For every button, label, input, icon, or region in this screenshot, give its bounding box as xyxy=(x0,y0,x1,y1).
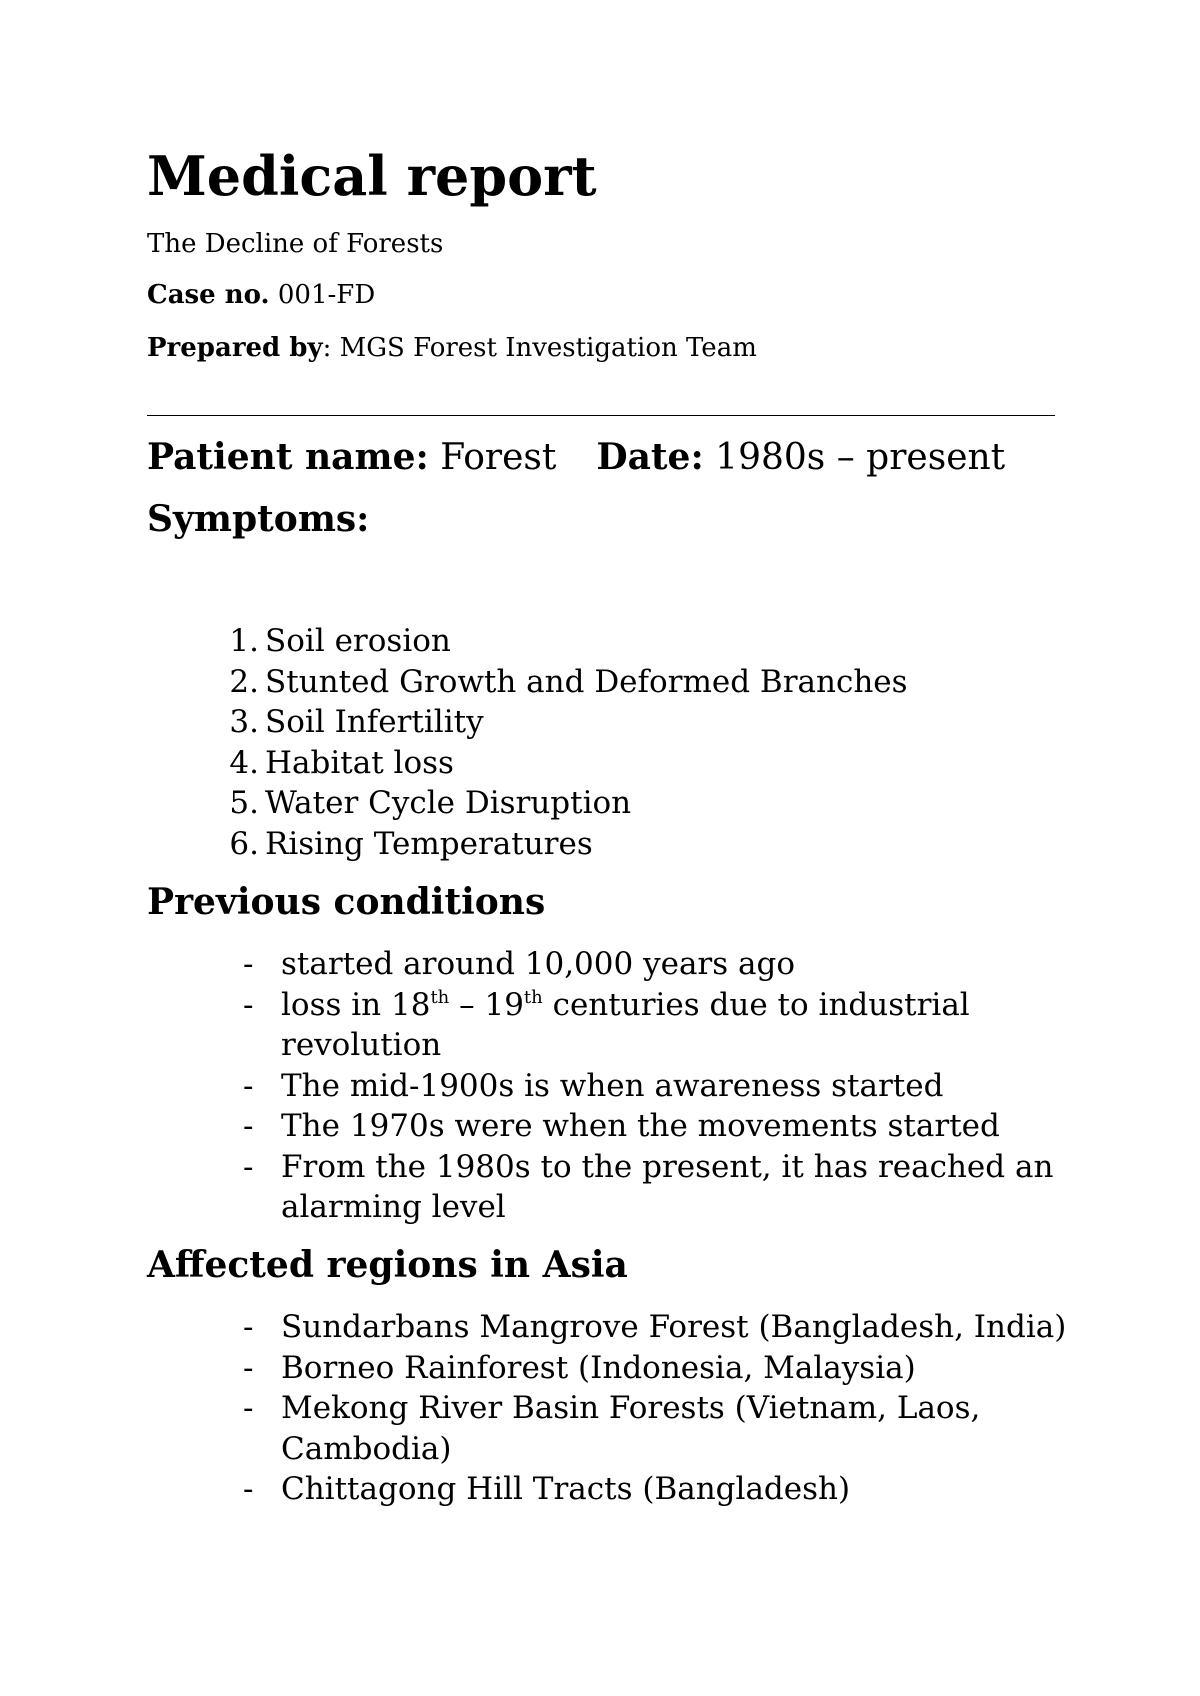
list-item xyxy=(147,1388,1071,1469)
list-item-text: Sundarbans Mangrove Forest (Bangladesh, India) xyxy=(281,1309,1067,1345)
list-item-text: From the 1980s to the present, it has reached an alarming level xyxy=(281,1148,1054,1225)
case-number-label: Case no. xyxy=(147,280,270,310)
dash-bullet: - xyxy=(243,1067,254,1104)
dash-bullet: - xyxy=(243,1471,254,1507)
prepared-by-line xyxy=(147,333,757,364)
previous-conditions-list xyxy=(147,944,1071,1228)
list-item-text: Mekong River Basin Forests (Vietnam, Laos, Cambodia) xyxy=(281,1390,981,1467)
affected-regions-heading: Affected regions in Asia xyxy=(147,1244,628,1286)
list-number: 2. xyxy=(229,663,259,700)
document-title: Medical report xyxy=(147,144,597,208)
dash-bullet: - xyxy=(243,1108,254,1144)
dash-bullet: - xyxy=(243,946,254,982)
list-item xyxy=(147,824,908,865)
list-item-text: Water Cycle Disruption xyxy=(265,785,632,821)
list-item-text: The mid-1900s is when awareness started xyxy=(281,1067,944,1104)
list-item-text xyxy=(281,987,970,1064)
dash-bullet: - xyxy=(243,986,254,1023)
list-item-text: The 1970s were when the movements started xyxy=(281,1108,1000,1144)
list-item xyxy=(147,621,908,662)
case-number-value: 001-FD xyxy=(269,280,376,310)
list-number: 5. xyxy=(229,785,259,821)
list-item xyxy=(147,1307,1071,1348)
list-item xyxy=(147,783,908,824)
list-item-text: Soil Infertility xyxy=(265,704,484,740)
list-item xyxy=(147,1348,1071,1389)
case-number-line xyxy=(147,280,375,311)
horizontal-divider xyxy=(147,415,1055,416)
list-item xyxy=(147,662,908,703)
text-part: centuries due to industrial revolution xyxy=(281,986,970,1063)
list-item xyxy=(147,944,1071,985)
previous-conditions-heading: Previous conditions xyxy=(147,881,546,923)
prepared-by-label: Prepared by xyxy=(147,333,323,363)
list-item-text: Soil erosion xyxy=(265,623,451,659)
list-item xyxy=(147,1469,1071,1510)
prepared-by-value: : MGS Forest Investigation Team xyxy=(322,333,757,363)
symptoms-heading: Symptoms: xyxy=(147,498,370,540)
text-part: loss in 18 xyxy=(281,986,431,1023)
dash-bullet: - xyxy=(243,1390,254,1426)
patient-name-label: Patient name: xyxy=(147,436,429,478)
text-part: – 19 xyxy=(449,986,524,1023)
list-item-text: started around 10,000 years ago xyxy=(281,946,795,982)
list-number: 4. xyxy=(229,744,259,781)
date-label: Date: xyxy=(596,436,704,478)
list-item-text: Chittagong Hill Tracts (Bangladesh) xyxy=(281,1471,851,1507)
superscript: th xyxy=(430,986,450,1008)
list-item-text: Stunted Growth and Deformed Branches xyxy=(265,663,908,700)
document-subtitle: The Decline of Forests xyxy=(147,229,444,259)
patient-info-line xyxy=(147,436,1005,479)
list-item xyxy=(147,702,908,743)
list-item xyxy=(147,1066,1071,1107)
symptoms-list xyxy=(147,621,908,864)
list-item xyxy=(147,1106,1071,1147)
list-number: 6. xyxy=(229,825,259,862)
list-number: 3. xyxy=(229,704,259,740)
list-item-text: Borneo Rainforest (Indonesia, Malaysia) xyxy=(281,1349,916,1386)
list-item xyxy=(147,743,908,784)
list-item-text: Habitat loss xyxy=(265,744,454,781)
patient-name-value: Forest xyxy=(428,437,557,478)
list-item xyxy=(147,985,1071,1066)
dash-bullet: - xyxy=(243,1148,254,1185)
affected-regions-list xyxy=(147,1307,1071,1510)
list-item-text: Rising Temperatures xyxy=(265,825,593,862)
dash-bullet: - xyxy=(243,1349,254,1386)
dash-bullet: - xyxy=(243,1309,254,1345)
superscript: th xyxy=(523,986,543,1008)
date-value: 1980s – present xyxy=(703,437,1006,478)
list-number: 1. xyxy=(229,623,259,659)
list-item xyxy=(147,1147,1071,1228)
